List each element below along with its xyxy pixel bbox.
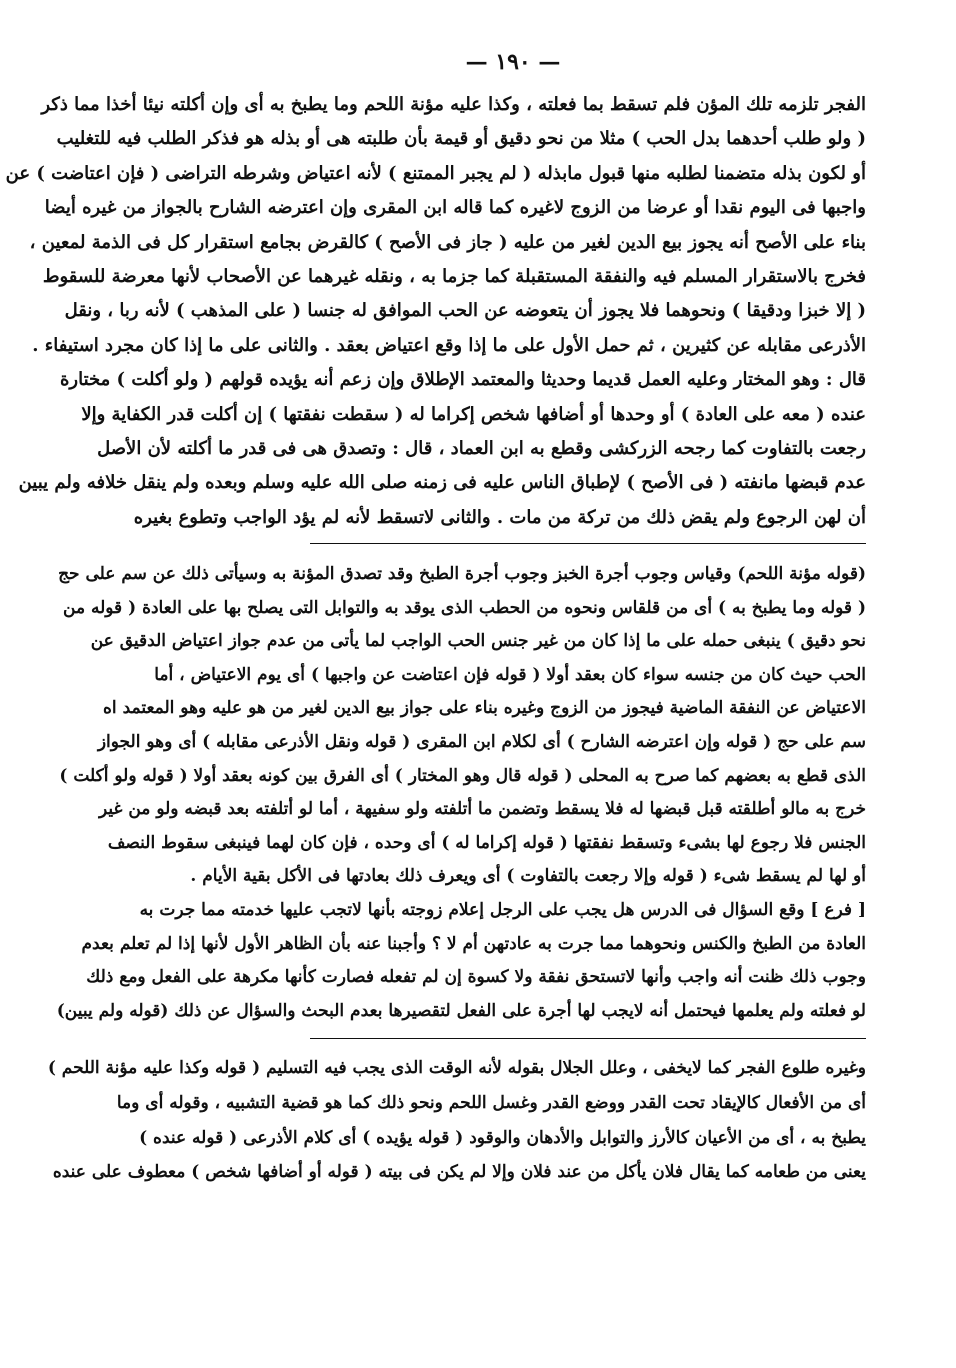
main-line: عدم قبضها مانفته ( فى الأصح ) لإطباق الناس عليه فى زمنه صلى الله عليه وسلم وبعده ولم ينقل خلافه ولم يبين <box>18 472 866 494</box>
main-line: أن لهن الرجوع ولم يقض ذلك من تركة من مات . والثانى لاتسقط لأنه لم يؤد الواجب وتطوع بغيره <box>133 506 866 528</box>
main-line: الفجر تلزمه تلك المؤن فلم تسقط بما فعلته ، وكذا عليه مؤنة اللحم وما يطبخ به أى وإن أكلته نيئا أخذا مما ذكر <box>41 94 866 115</box>
lower-note-line: يعنى من طعامه كما يقال فلان يأكل من عند فلان وإلا لم يكن فى بيته ( قوله أو أضافها شخص ) معطوف على عنده <box>52 1162 866 1183</box>
main-line: بناء على الأصح أنه يجوز بيع الدين لغير من عليه ( جاز فى الأصح ) كالقرض بجامع استقرار كل فى الذمة لمعين ، <box>29 231 866 253</box>
commentary-line: الذى قطع به بعضهم كما صرح به المحلى ( قوله قال وهو المختار ) أى الفرق بين كونه بعقد أولا ( قوله ولو أكلت ) <box>59 765 866 786</box>
main-line: قال : وهو المختار وعليه العمل قديما وحديثا والمعتمد الإطلاق وإن زعم أنه يؤيده قولهم ( ولو أكلت ) مختارة <box>59 369 866 391</box>
section-divider <box>310 543 866 544</box>
main-line: أو لكون بذله متضمنا لطلبه منها قبول مابذله ( لم يجبر الممتنع ) لأنه اعتياض وشرطه التراضى ( فإن اعتاضت ) عن <box>5 162 866 184</box>
main-line: رجعت بالتفاوت كما رجحه الزركشى وقطع به ابن العماد ، قال : وتصدق هى فى قدر ما أكلته لأن الأصل <box>97 437 866 459</box>
commentary-line: [ فرع ] وقع السؤال فى الدرس هل يجب على الرجل إعلام زوجته بأنها لاتجب عليها خدمته مما جرت به <box>139 900 866 921</box>
lower-note-line: وغيره طلوع الفجر كما لايخفى ، وعلل الجلال بقوله لأنه الوقت الذى يجب فيه التسليم ( قوله وكذا عليه مؤنة اللحم ) <box>47 1058 866 1079</box>
commentary-line: لو فعلته ولم يعلمها فيحتمل أنه لايجب لها أجرة على الفعل لتقصيرها بعدم البحث والسؤال عن ذلك (قوله ولم يبين) <box>56 1000 866 1021</box>
commentary-line: وجوب ذلك ظنت أنه واجب وأنها لاتستحق نفقة ولا كسوة إن لم تفعله فصارت كأنها مكرهة على الفعل ومع ذلك <box>86 967 866 988</box>
main-line: الأذرعى مقابله عن كثيرين ، ثم حمل الأول على ما إذا وقع اعتياض بعقد . والثانى على ما إذا كان مجرد استيفاء . <box>32 334 866 356</box>
lower-notes <box>47 1051 866 1189</box>
commentary-text <box>56 558 866 1028</box>
main-text <box>5 88 866 535</box>
commentary-line: سم على حج ( قوله وإن اعترضه الشارح ) أى لكلام ابن المقرى ( قوله ونقل الأذرعى مقابله ) أى وهو الجواز <box>97 732 866 753</box>
commentary-line: الجنس فلا رجوع لها بشىء وتسقط نفقتها ( قوله إكراما له ) أى وحده ، فإن كان لهما فينبغى سقوط النصف <box>107 832 866 853</box>
commentary-line: أو لها لم يسقط شىء ( قوله وإلا رجعت بالتفاوت ) أى ويعرف ذلك بعادتها فى الأكل بقية الأيام . <box>190 866 866 887</box>
main-line: ( إلا خبزا ودقيقا ) ونحوهما فلا يجوز أن يتعوضه عن الحب الموافق له جنسا ( على المذهب ) لأنه ربا ، ونقل <box>64 300 866 322</box>
main-line: عنده ( معه على العادة ) أو وحدها أو أضافها شخص إكراما له ( سقطت نفقتها ) إن أكلت قدر الكفاية وإلا <box>81 403 866 425</box>
section-divider <box>310 1038 866 1039</box>
main-line: واجبها فى اليوم نقدا أو عرضا من الزوج لاغيره كما قاله ابن المقرى وإن اعترضه الشارح بالجواز من غيره أيضا <box>44 197 866 219</box>
lower-note-line: أى من الأفعال كالإيقاد تحت القدر ووضع القدر وغسل اللحم ونحو ذلك كما هو قضية التشبيه ، وقوله أى وما <box>116 1092 866 1113</box>
commentary-line: الحب حيث كان من جنسه سواء كان بعقد أولا ( قوله فإن اعتاضت عن واجبها ) أى يوم الاعتياض ، أما <box>154 664 866 685</box>
page-number: — ١٩٠ — <box>465 49 561 75</box>
commentary-line: (قوله مؤنة اللحم) وقياس وجوب أجرة الخبز وجوب أجرة الطبخ وقد تصدق المؤنة به وسيأتى ذلك عن سم على حج <box>58 564 866 585</box>
main-line: فخرج بالاستقرار المسلم فيه والنفقة المستقبلة كما جزما به ، ونقله غيرهما عن الأصحاب لأنها معرضة للسقوط <box>42 265 866 287</box>
commentary-line: العادة من الطبخ والكنس ونحوهما مما جرت به عادتهن أم لا ؟ وأجبنا عنه بأن الظاهر الأول لأنها إذا لم تعلم بعدم <box>81 933 866 954</box>
commentary-line: خرج به مالو أطلقته قبل قبضها له فلا يسقط وتضمن ما أتلفته ولو سفيهة ، أما لو أتلفته بعد قبضه ولو من غير <box>99 799 866 820</box>
lower-note-line: يطبخ به ، أى من الأعيان كالأرز والتوابل والأدهان والوقود ( قوله يؤيده ) أى كلام الأذرعى ( قوله عنده ) <box>139 1127 866 1148</box>
main-line: ( ولو طلب أحدهما بدل الحب ) مثلا من نحو دقيق أو قيمة بأن طلبته هى أو بذله هو فذكر الطلب فيه للتغليب <box>56 128 866 150</box>
commentary-line: الاعتياض عن النفقة الماضية فيجوز من الزوج وغيره بناء على جواز بيع الدين لغير من هو عليه وهو المعتمد اه <box>103 698 866 719</box>
commentary-line: ( قوله وما يطبخ به ) أى من قلقاس ونحوه من الحطب الذى يوقد به والتوابل التى يصلح بها على العادة ( قوله من <box>63 597 866 618</box>
commentary-line: نحو دقيق ) ينبغى حمله على ما إذا كان من غير جنس الحب الواجب لما يأتى من عدم جواز اعتياض الدقيق عن <box>90 631 866 652</box>
